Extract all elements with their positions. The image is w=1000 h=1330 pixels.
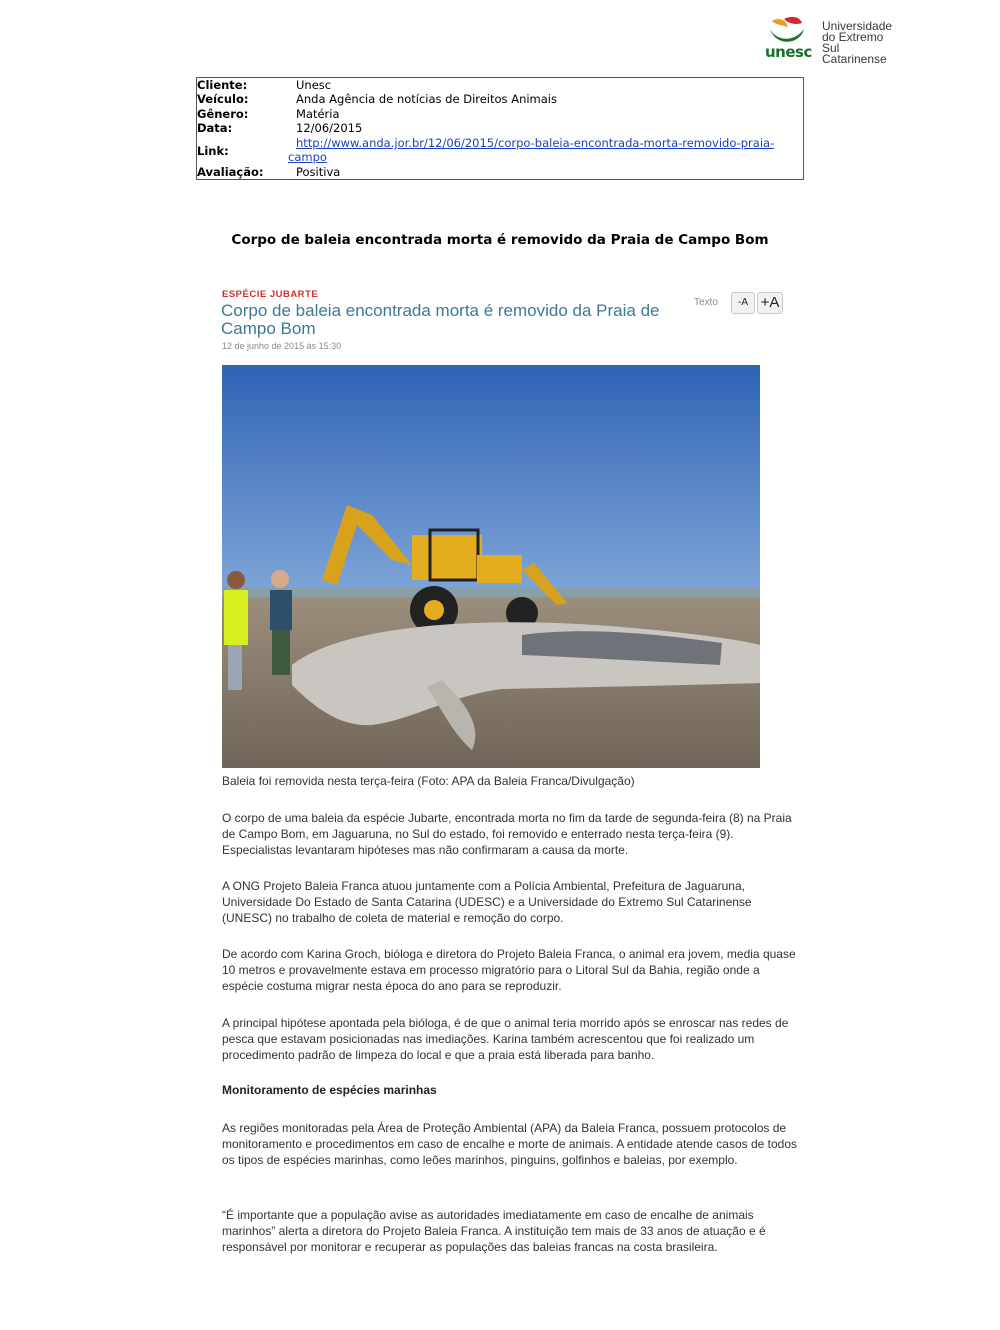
info-key: Avaliação: [197, 165, 264, 179]
info-key: Cliente: [197, 78, 248, 92]
increase-font-button[interactable]: +A [757, 292, 783, 314]
logo-wordmark: unesc [765, 43, 812, 61]
document-title: Corpo de baleia encontrada morta é removido da Praia de Campo Bom [231, 232, 769, 248]
info-value: Anda Agência de notícias de Direitos Animais [296, 92, 557, 106]
info-key: Data: [197, 121, 233, 135]
article-title: Corpo de baleia encontrada morta é removido da Praia de Campo Bom [221, 301, 660, 338]
logo-university-name: Universidade do Extremo Sul Catarinense [822, 19, 893, 66]
clipping-info-table [196, 77, 804, 180]
info-key: Gênero: [197, 107, 249, 121]
info-value: Matéria [296, 107, 340, 121]
unesc-logo [762, 15, 902, 65]
info-value: Unesc [296, 78, 332, 92]
whale-beach-photo [222, 365, 760, 768]
info-key: Veículo: [197, 92, 249, 106]
info-key: Link: [197, 144, 229, 158]
article-paragraph: A principal hipótese apontada pela bióloga, é de que o animal teria morrido após se enroscar nas redes de pesca que estavam posicionadas nas imediações. Karina também acrescentou que foi realizado um procedimento padrão de limpeza do local e que a praia está liberada para banho. [222, 1016, 789, 1062]
article-paragraph: O corpo de uma baleia da espécie Jubarte, encontrada morta no fim da tarde de segunda-feira (8) na Praia de Campo Bom, em Jaguaruna, no Sul do estado, foi removido e enterrado nesta terça-feira (9). Especialistas levantaram hipóteses mas não confirmaram a causa da morte. [222, 811, 792, 857]
photo-caption: Baleia foi removida nesta terça-feira (Foto: APA da Baleia Franca/Divulgação) [222, 774, 635, 788]
info-value: 12/06/2015 [296, 121, 363, 135]
article-paragraph: “É importante que a população avise as autoridades imediatamente em caso de encalhe de animais marinhos” alerta a diretora do Projeto Baleia Franca. A instituição tem mais de 33 anos de atuação e é responsável por monitorar e recuperar as populações das baleias francas na costa brasileira. [222, 1208, 766, 1254]
info-row-link [197, 136, 803, 166]
article-date: 12 de junho de 2015 às 15:30 [222, 341, 342, 351]
article-kicker: ESPÉCIE JUBARTE [222, 289, 319, 300]
article-paragraph: A ONG Projeto Baleia Franca atuou juntamente com a Polícia Ambiental, Prefeitura de Jaguaruna, Universidade Do Estado de Santa Catarina (UDESC) e a Universidade do Extremo Sul Catarinense (UNESC) no trabalho de coleta de material e remoção do corpo. [222, 879, 752, 925]
article-paragraph: De acordo com Karina Groch, bióloga e diretora do Projeto Baleia Franca, o animal era jovem, media quase 10 metros e provavelmente estava em processo migratório para o Litoral Sul da Bahia, região onde a espécie costuma migrar nesta época do ano para se reproduzir. [222, 947, 796, 993]
article-link[interactable]: http://www.anda.jor.br/12/06/2015/corpo-baleia-encontrada-morta-removido-praia-campo [288, 136, 775, 164]
text-size-label: Texto [694, 297, 718, 308]
decrease-font-button[interactable]: -A [731, 292, 755, 314]
info-value: Positiva [296, 165, 341, 179]
article-subheading: Monitoramento de espécies marinhas [222, 1083, 437, 1097]
article-paragraph: As regiões monitoradas pela Área de Proteção Ambiental (APA) da Baleia Franca, possuem protocolos de monitoramento e procedimentos em caso de encalhe e morte de animais. A entidade atende casos de todos os tipos de espécies marinhas, como leões marinhos, pinguins, golfinhos e baleias, por exemplo. [222, 1121, 798, 1167]
